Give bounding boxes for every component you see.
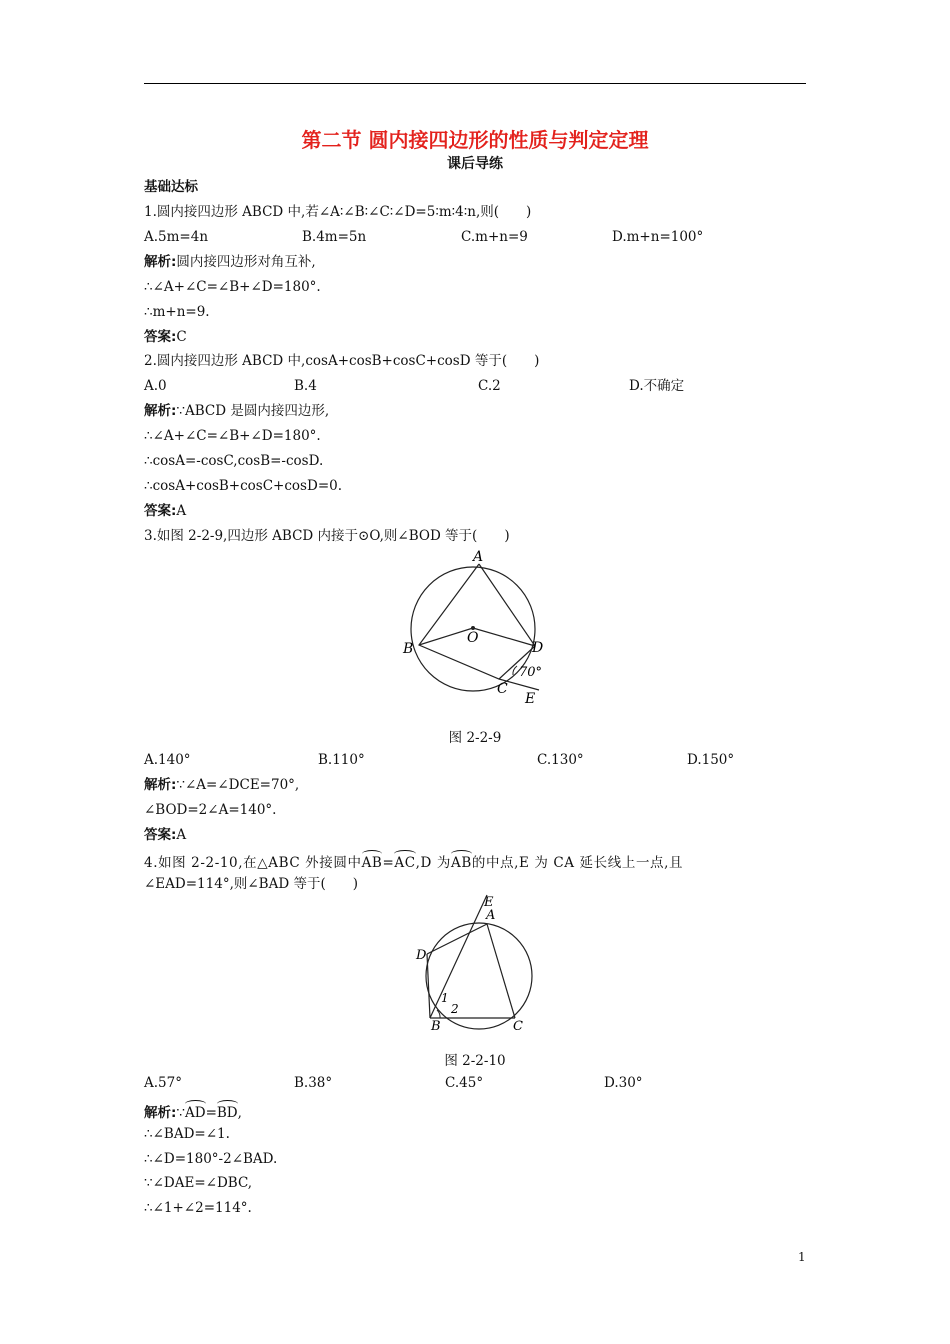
- fig2-label-2: 2: [451, 1002, 459, 1016]
- q3-option-d: D.150°: [687, 752, 735, 768]
- q1-answer-label: 答案:: [144, 329, 177, 345]
- q4-arc-bd: BD: [217, 1100, 238, 1122]
- fig1-label-a: A: [473, 549, 484, 565]
- q1-analysis-3: ∴m+n=9.: [144, 304, 210, 320]
- fig1-label-b: B: [403, 641, 414, 657]
- q2-option-b: B.4: [294, 378, 317, 394]
- q1-option-d: D.m+n=100°: [612, 229, 704, 245]
- fig1-angle-label: 70°: [519, 665, 543, 680]
- q2-option-c: C.2: [478, 378, 501, 394]
- page-title: 第二节 圆内接四边形的性质与判定定理: [301, 128, 649, 152]
- q4-figure-caption: 图 2-2-10: [444, 1053, 506, 1069]
- q3-option-b: B.110°: [318, 752, 365, 768]
- q4-analysis-label: 解析:: [144, 1105, 177, 1121]
- q4-stem-line1: [144, 850, 683, 872]
- q1-analysis-line: [144, 253, 316, 271]
- q2-analysis-line: [144, 402, 329, 420]
- q2-answer: A: [176, 503, 187, 519]
- q3-answer-label: 答案:: [144, 827, 177, 843]
- q4-analysis-2: ∴∠BAD=∠1.: [144, 1126, 230, 1142]
- q2-analysis-text: ∵ABCD 是圆内接四边形,: [176, 403, 330, 419]
- q2-answer-label: 答案:: [144, 503, 177, 519]
- section-heading: 基础达标: [144, 179, 198, 195]
- q4-option-b: B.38°: [294, 1075, 333, 1091]
- fig1-label-c: C: [497, 681, 508, 697]
- figure-2-2-9: [395, 545, 555, 710]
- q4-analysis-3: ∴∠D=180°-2∠BAD.: [144, 1151, 278, 1167]
- q3-analysis-2: ∠BOD=2∠A=140°.: [144, 802, 277, 818]
- q4-stem-b: ,D 为: [415, 855, 451, 871]
- q3-analysis-line: [144, 776, 299, 794]
- q4-option-a: A.57°: [144, 1075, 182, 1091]
- q2-option-a: A.0: [144, 378, 167, 394]
- q2-answer-line: [144, 502, 186, 520]
- page-number: 1: [798, 1250, 806, 1264]
- q4-eq: =: [382, 855, 395, 871]
- q1-option-a: A.5m=4n: [144, 229, 209, 245]
- q3-analysis-text: ∵∠A=∠DCE=70°,: [176, 777, 300, 793]
- q1-analysis-text: 圆内接四边形对角互补,: [176, 254, 316, 270]
- q3-stem: 3.如图 2-2-9,四边形 ABCD 内接于⊙O,则∠BOD 等于( ): [144, 528, 510, 544]
- fig1-label-d: D: [532, 640, 544, 656]
- fig2-label-b: B: [431, 1019, 441, 1034]
- figure-2-2-10: [410, 890, 540, 1035]
- q3-option-c: C.130°: [537, 752, 584, 768]
- q2-stem: 2.圆内接四边形 ABCD 中,cosA+cosB+cosC+cosD 等于( ): [144, 353, 540, 369]
- q2-option-d: D.不确定: [629, 378, 685, 394]
- q2-analysis-label: 解析:: [144, 403, 177, 419]
- fig1-label-o: O: [467, 630, 479, 646]
- q4-option-d: D.30°: [604, 1075, 643, 1091]
- q1-stem: 1.圆内接四边形 ABCD 中,若∠A∶∠B∶∠C∶∠D=5∶m∶4∶n,则( ): [144, 204, 532, 220]
- q1-answer-line: [144, 328, 187, 346]
- q4-arc-ab-2: AB: [451, 850, 472, 872]
- q4-analysis-4: ∵∠DAE=∠DBC,: [144, 1175, 253, 1191]
- q2-analysis-3: ∴cosA=-cosC,cosB=-cosD.: [144, 453, 324, 469]
- fig2-label-c: C: [513, 1019, 523, 1034]
- fig2-label-d: D: [416, 948, 427, 963]
- q1-analysis-label: 解析:: [144, 254, 177, 270]
- q4-stem-a: 4.如图 2-2-10,在△ABC 外接圆中: [144, 855, 362, 871]
- q1-option-b: B.4m=5n: [302, 229, 367, 245]
- q1-answer: C: [176, 329, 187, 345]
- q3-figure-caption: 图 2-2-9: [448, 730, 502, 746]
- q3-answer-line: [144, 826, 186, 844]
- q2-analysis-2: ∴∠A+∠C=∠B+∠D=180°.: [144, 428, 321, 444]
- q4-analysis-5: ∴∠1+∠2=114°.: [144, 1200, 252, 1216]
- q4-stem-c: 的中点,E 为 CA 延长线上一点,且: [471, 855, 684, 871]
- fig2-label-1: 1: [441, 991, 449, 1005]
- fig1-label-e: E: [525, 691, 536, 707]
- q4-option-c: C.45°: [445, 1075, 484, 1091]
- q4-analysis-eq: =: [205, 1105, 217, 1121]
- q4-analysis-because: ∵: [176, 1105, 185, 1121]
- q3-analysis-label: 解析:: [144, 777, 177, 793]
- q4-stem-line2: ∠EAD=114°,则∠BAD 等于( ): [144, 876, 358, 892]
- q1-analysis-2: ∴∠A+∠C=∠B+∠D=180°.: [144, 279, 321, 295]
- fig2-label-e: E: [484, 895, 494, 910]
- q4-arc-ab: AB: [362, 850, 383, 872]
- fig2-label-a: A: [486, 908, 496, 923]
- q3-answer: A: [176, 827, 187, 843]
- q2-analysis-4: ∴cosA+cosB+cosC+cosD=0.: [144, 478, 343, 494]
- q4-analysis-comma: ,: [237, 1105, 242, 1121]
- q1-option-c: C.m+n=9: [461, 229, 528, 245]
- header-rule: [144, 83, 806, 84]
- q4-analysis-line: [144, 1100, 242, 1122]
- page-subtitle: 课后导练: [447, 156, 503, 172]
- q4-arc-ac: AC: [394, 850, 415, 872]
- q4-arc-ad: AD: [185, 1100, 206, 1122]
- q3-option-a: A.140°: [144, 752, 191, 768]
